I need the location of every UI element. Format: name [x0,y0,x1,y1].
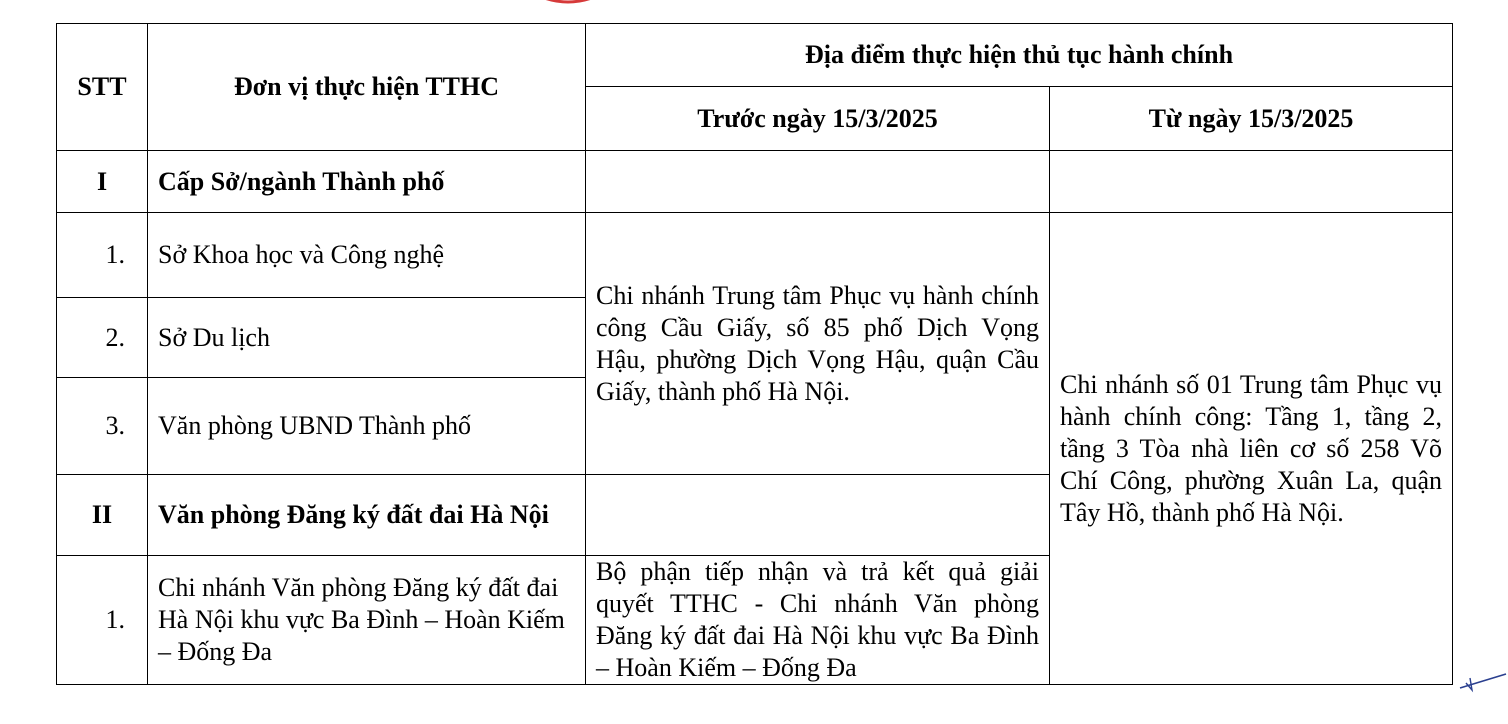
header-stt: STT [57,24,148,151]
red-seal-edge [520,0,616,10]
procedure-location-table [56,23,1453,685]
section-row [57,151,1453,213]
row-number: 1. [57,556,148,685]
unit-name: Sở Khoa học và Công nghệ [148,213,586,298]
row-number: 3. [57,378,148,475]
header-location: Địa điểm thực hiện thủ tục hành chính [586,24,1453,87]
header-from-date: Từ ngày 15/3/2025 [1050,87,1453,151]
unit-name: Văn phòng UBND Thành phố [148,378,586,475]
unit-name: Sở Du lịch [148,298,586,378]
row-number: 2. [57,298,148,378]
table-row [57,213,1453,298]
from-location-cell: Chi nhánh số 01 Trung tâm Phục vụ hành chính công: Tầng 1, tầng 2, tầng 3 Tòa nhà liên cơ số 258 Võ Chí Công, phường Xuân La, quận Tây Hồ, thành phố Hà Nội. [1050,213,1453,685]
section-before-cell [586,475,1050,556]
pen-mark-icon [1458,668,1508,696]
section-title: Cấp Sở/ngành Thành phố [148,151,586,213]
section-before-cell [586,151,1050,213]
header-before-date: Trước ngày 15/3/2025 [586,87,1050,151]
section-from-cell [1050,151,1453,213]
header-unit: Đơn vị thực hiện TTHC [148,24,586,151]
before-location-cell: Chi nhánh Trung tâm Phục vụ hành chính công Cầu Giấy, số 85 phố Dịch Vọng Hậu, phường Dịch Vọng Hậu, quận Cầu Giấy, thành phố Hà Nội. [586,213,1050,475]
header-row-1 [57,24,1453,87]
before-location-cell: Bộ phận tiếp nhận và trả kết quả giải quyết TTHC - Chi nhánh Văn phòng Đăng ký đất đai Hà Nội khu vực Ba Đình – Hoàn Kiếm – Đống Đa [586,556,1050,685]
section-number: II [57,475,148,556]
section-title: Văn phòng Đăng ký đất đai Hà Nội [148,475,586,556]
section-number: I [57,151,148,213]
unit-name: Chi nhánh Văn phòng Đăng ký đất đai Hà Nội khu vực Ba Đình – Hoàn Kiếm – Đống Đa [148,556,586,685]
row-number: 1. [57,213,148,298]
